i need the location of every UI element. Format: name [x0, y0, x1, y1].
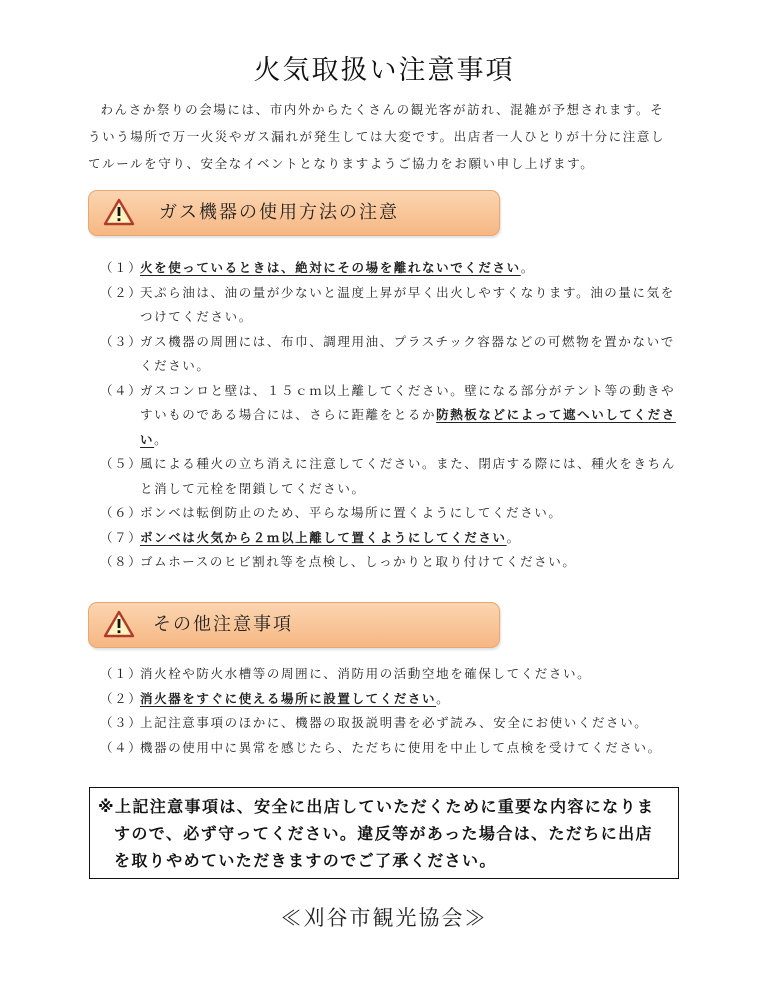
list-item — [100, 452, 685, 501]
warning-icon — [103, 610, 135, 638]
gas-rules-list — [100, 256, 685, 575]
list-item — [100, 526, 685, 551]
warning-icon — [103, 198, 135, 226]
intro-paragraph — [88, 96, 678, 177]
footer-organization: ≪刈谷市観光協会≫ — [280, 906, 488, 930]
list-item-number: （１） — [100, 666, 143, 681]
list-item — [100, 711, 685, 736]
list-item-text: 風による種火の立ち消えに注意してください。また、閉店する際には、種火をきちんと消して元栓を閉鎖してください。 — [140, 456, 676, 496]
list-item — [100, 550, 685, 575]
list-item-text: 上記注意事項のほかに、機器の取扱説明書を必ず読み、安全にお使いください。 — [140, 715, 649, 730]
other-rules-list — [100, 662, 685, 760]
intro-text: わんさか祭りの会場には、市内外からたくさんの観光客が訪れ、混雑が予想されます。そういう場所で万一火災やガス漏れが発生しては大変です。出店者一人ひとりが十分に注意してルールを守り、安全なイベントとなりますようご協力をお願い申し上げます。 — [88, 102, 666, 171]
list-item-number: （４） — [100, 739, 143, 755]
list-item-punctuation: 。 — [154, 431, 169, 447]
list-item — [100, 256, 685, 281]
list-item-emphasis: 火を使っているときは、絶対にその場を離れないでください — [140, 260, 521, 275]
list-item-punctuation: 。 — [506, 529, 521, 545]
list-item-text: ガスコンロと壁は、１５ｃｍ以上離してください。壁になる部分がテント等の動きやすいものである場合には、さらに距離をとるか — [140, 382, 676, 422]
list-item — [100, 379, 685, 453]
list-item-number: （３） — [100, 715, 143, 730]
list-item-number: （２） — [100, 284, 143, 300]
notice-text: ※上記注意事項は、安全に出店していただくために重要な内容になりますので、必ず守ってください。違反等があった場合は、ただちに出店を取りやめていただきますのでご了承ください。 — [98, 797, 655, 870]
list-item-number: （３） — [100, 333, 143, 349]
section-heading-text: その他注意事項 — [153, 614, 293, 635]
page-title: 火気取扱い注意事項 — [253, 55, 515, 86]
section-heading-other — [88, 602, 500, 648]
list-item-emphasis: 防熱板などによって遮へいしてください — [140, 407, 676, 447]
list-item-text: ゴムホースのヒビ割れ等を点検し、しっかりと取り付けてください。 — [140, 554, 577, 569]
list-item-emphasis: 消火器をすぐに使える場所に設置してください — [140, 690, 437, 706]
list-item — [100, 736, 685, 761]
list-item-text: 消火栓や防火水槽等の周囲に、消防用の活動空地を確保してください。 — [140, 666, 592, 681]
list-item — [100, 281, 685, 330]
list-item-text: 天ぷら油は、油の量が少ないと温度上昇が早く出火しやすくなります。油の量に気をつけてください。 — [140, 284, 675, 324]
list-item-number: （５） — [100, 456, 143, 471]
section-heading-text: ガス機器の使用方法の注意 — [159, 202, 399, 223]
list-item-punctuation: 。 — [436, 690, 451, 706]
important-notice-box — [89, 787, 679, 879]
list-item-number: （６） — [100, 505, 143, 520]
list-item-number: （２） — [100, 690, 143, 706]
list-item — [100, 501, 685, 526]
list-item-text: 機器の使用中に異常を感じたら、ただちに使用を中止して点検を受けてください。 — [140, 739, 662, 755]
list-item-emphasis: ボンベは火気から２ｍ以上離して置くようにしてください — [140, 529, 507, 545]
section-heading-gas — [88, 190, 500, 236]
list-item — [100, 687, 685, 712]
list-item-text: ボンベは転倒防止のため、平らな場所に置くようにしてください。 — [140, 505, 563, 520]
list-item-number: （７） — [100, 529, 143, 545]
list-item-number: （４） — [100, 382, 143, 398]
list-item — [100, 330, 685, 379]
list-item — [100, 662, 685, 687]
list-item-punctuation: 。 — [520, 260, 535, 275]
list-item-number: （１） — [100, 260, 143, 275]
list-item-number: （８） — [100, 554, 143, 569]
list-item-text: ガス機器の周囲には、布巾、調理用油、プラスチック容器などの可燃物を置かないでください。 — [140, 333, 675, 373]
